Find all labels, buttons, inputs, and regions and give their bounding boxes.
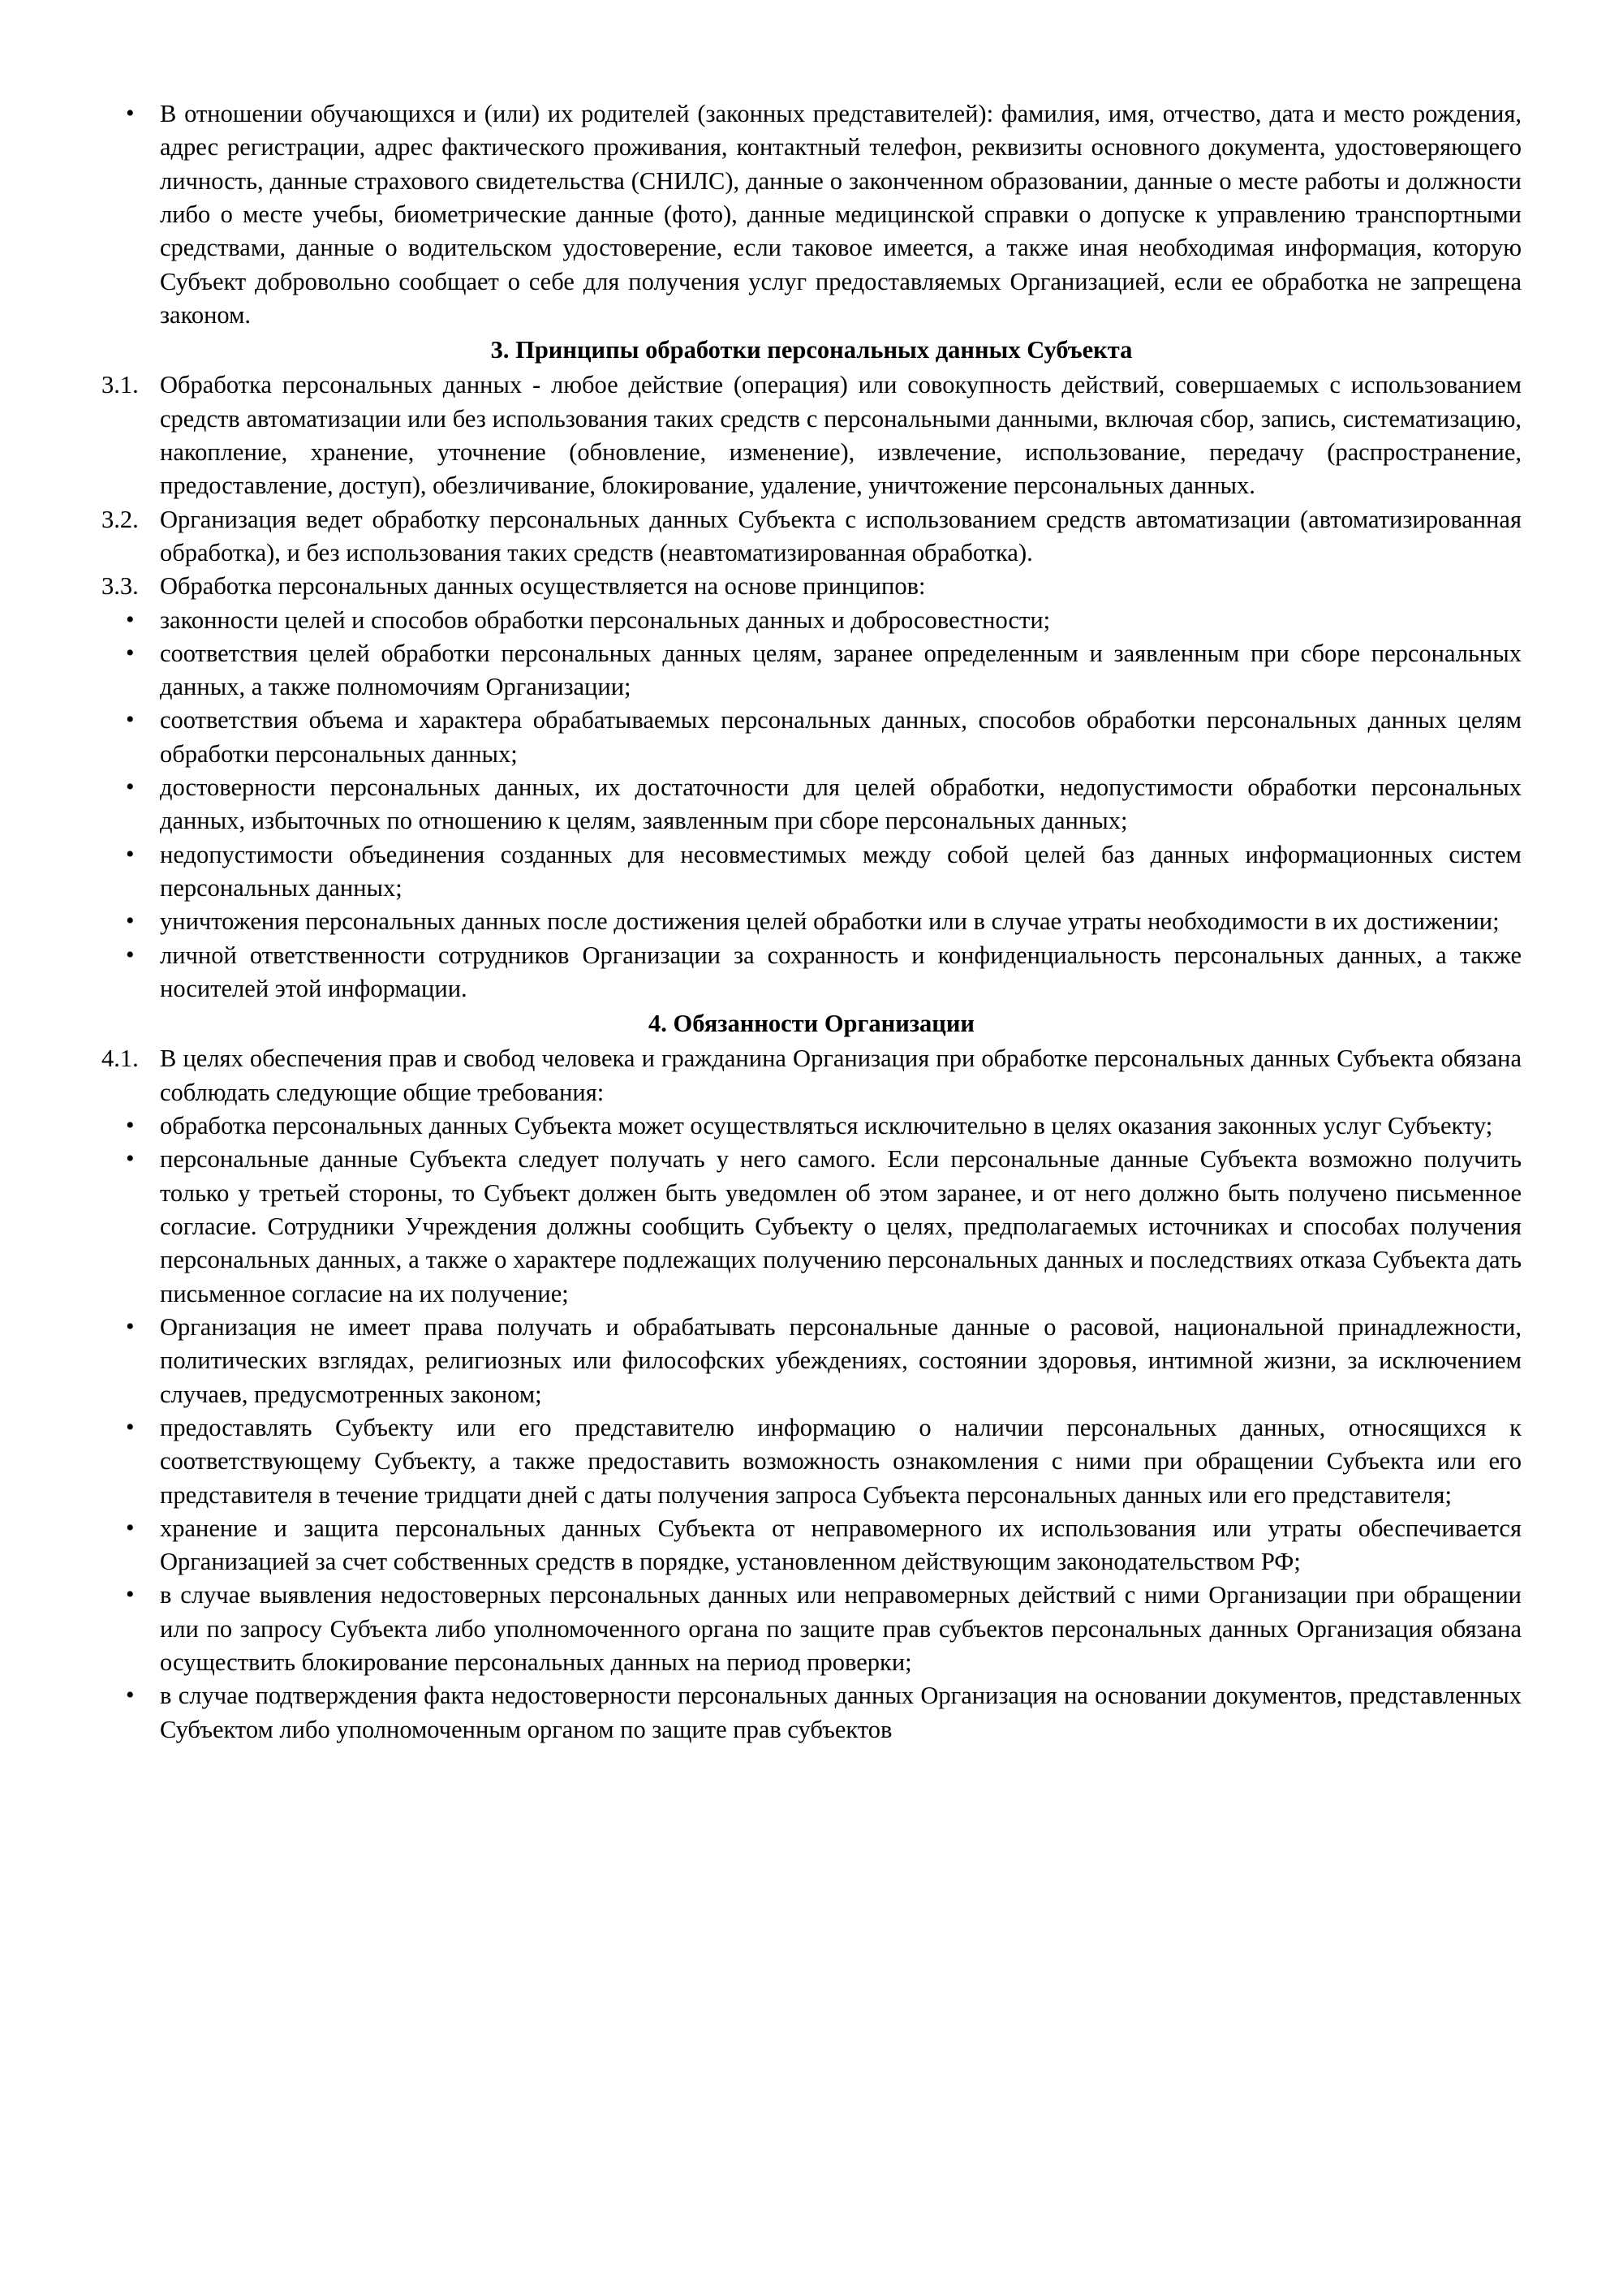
bullet-marker: • (126, 1581, 135, 1609)
list-item (101, 905, 1522, 938)
list-item-text: законности целей и способов обработки персональных данных и добросовестности; (160, 605, 1051, 634)
section-heading: 4. Обязанности Организации (648, 1010, 975, 1038)
paragraph-number: 3.3. (101, 572, 139, 601)
bullet-marker: • (126, 1112, 135, 1139)
list-item (101, 97, 1522, 332)
bullet-marker: • (126, 1682, 135, 1709)
numbered-paragraph (101, 1042, 1522, 1109)
list-item (101, 704, 1522, 771)
bullet-marker: • (126, 941, 135, 968)
bullet-marker: • (126, 1413, 135, 1441)
bullet-marker: • (126, 1145, 135, 1173)
list-item-text: соответствия объема и характера обрабатываемых персональных данных, способов обработки персональных данных целям обработки персональных данных; (160, 706, 1522, 768)
list-item-text: соответствия целей обработки персональных данных целям, заранее определенным и заявленным при сборе персональных данных, а также полномочиям Организации; (160, 639, 1522, 701)
paragraph-number: 4.1. (101, 1045, 139, 1073)
numbered-paragraph (101, 368, 1522, 502)
list-item-text: уничтожения персональных данных после достижения целей обработки или в случае утраты необходимости в их достижении; (160, 907, 1500, 936)
list-item-text: обработка персональных данных Субъекта может осуществляться исключительно в целях оказания законных услуг Субъекту; (160, 1112, 1493, 1140)
list-item-text: хранение и защита персональных данных Субъекта от неправомерного их использования или утраты обеспечивается Организацией за счет собственных средств в порядке, установленном действующим законодательством РФ; (160, 1514, 1522, 1576)
list-item (101, 637, 1522, 704)
list-item-text: персональные данные Субъекта следует получать у него самого. Если персональные данные Субъекта возможно получить только у третьей стороны, то Субъект должен быть уведомлен об этом заранее, и от него должно быть получено письменное согласие. Сотрудники Учреждения должны сообщить Субъекту о целях, предполагаемых источниках и способах получения персональных данных, а также о характере подлежащих получению персональных данных и последствиях отказа Субъекта дать письменное согласие на их получение; (160, 1145, 1522, 1307)
list-item-text: Организация не имеет права получать и обрабатывать персональные данные о расовой, национальной принадлежности, политических взглядах, религиозных или философских убеждениях, состоянии здоровья, интимной жизни, за исключением случаев, предусмотренных законом; (160, 1312, 1522, 1408)
list-item (101, 1679, 1522, 1747)
paragraph-number: 3.1. (101, 371, 139, 399)
bullet-marker: • (126, 1514, 135, 1541)
bullet-marker: • (126, 1312, 135, 1340)
list-item (101, 604, 1522, 637)
list-item-text: недопустимости объединения созданных для несовместимых между собой целей баз данных информационных систем персональных данных; (160, 840, 1522, 902)
bullet-marker: • (126, 840, 135, 868)
list-item (101, 1311, 1522, 1411)
paragraph-text: В целях обеспечения прав и свобод человека и гражданина Организация при обработке персональных данных Субъекта обязана соблюдать следующие общие требования: (160, 1045, 1522, 1106)
list-item (101, 939, 1522, 1006)
list-item (101, 1579, 1522, 1679)
document-body (101, 97, 1522, 1747)
list-item-text: личной ответственности сотрудников Организации за сохранность и конфиденциальность персональных данных, а также носителей этой информации. (160, 941, 1522, 1002)
numbered-paragraph (101, 570, 1522, 603)
bullet-marker: • (126, 100, 135, 127)
bullet-marker: • (126, 706, 135, 734)
numbered-paragraph (101, 503, 1522, 571)
bullet-marker: • (126, 605, 135, 633)
list-item (101, 1411, 1522, 1512)
list-item-text: В отношении обучающихся и (или) их родителей (законных представителей): фамилия, имя, отчество, дата и место рождения, адрес регистрации, адрес фактического проживания, контактный телефон, реквизиты основного документа, удостоверяющего личность, данные страхового свидетельства (СНИЛС), данные о законченном образовании, данные о месте работы и должности либо о месте учебы, биометрические данные (фото), данные медицинской справки о допуске к управлению транспортными средствами, данные о водительском удостоверение, если таковое имеется, а также иная необходимая информация, которую Субъект добровольно сообщает о себе для получения услуг предоставляемых Организацией, если ее обработка не запрещена законом. (160, 100, 1522, 329)
bullet-marker: • (126, 907, 135, 935)
bullet-marker: • (126, 639, 135, 666)
section-heading: 3. Принципы обработки персональных данных Субъекта (490, 336, 1133, 364)
list-item (101, 1512, 1522, 1579)
list-item-text: предоставлять Субъекту или его представителю информацию о наличии персональных данных, относящихся к соответствующему Субъекту, а также предоставить возможность ознакомления с ними при обращении Субъекта или его представителя в течение тридцати дней с даты получения запроса Субъекта персональных данных или его представителя; (160, 1413, 1522, 1509)
list-item (101, 1109, 1522, 1143)
paragraph-text: Обработка персональных данных осуществляется на основе принципов: (160, 572, 926, 601)
paragraph-text: Обработка персональных данных - любое действие (операция) или совокупность действий, совершаемых с использованием средств автоматизации или без использования таких средств с персональными данными, включая сбор, запись, систематизацию, накопление, хранение, уточнение (обновление, изменение), извлечение, использование, передачу (распространение, предоставление, доступ), обезличивание, блокирование, удаление, уничтожение персональных данных. (160, 371, 1522, 500)
bullet-marker: • (126, 773, 135, 801)
list-item (101, 838, 1522, 906)
paragraph-number: 3.2. (101, 505, 139, 533)
list-item-text: в случае выявления недостоверных персональных данных или неправомерных действий с ними Организации при обращении или по запросу Субъекта либо уполномоченного органа по защите прав субъектов персональных данных Организация обязана осуществить блокирование персональных данных на период проверки; (160, 1581, 1522, 1677)
list-item-text: в случае подтверждения факта недостоверности персональных данных Организация на основании документов, представленных Субъектом либо уполномоченным органом по защите прав субъектов (160, 1682, 1522, 1743)
list-item (101, 771, 1522, 838)
list-item (101, 1143, 1522, 1311)
paragraph-text: Организация ведет обработку персональных данных Субъекта с использованием средств автоматизации (автоматизированная обработка), и без использования таких средств (неавтоматизированная обработка). (160, 505, 1522, 566)
list-item-text: достоверности персональных данных, их достаточности для целей обработки, недопустимости обработки персональных данных, избыточных по отношению к целям, заявленным при сборе персональных данных; (160, 773, 1522, 835)
